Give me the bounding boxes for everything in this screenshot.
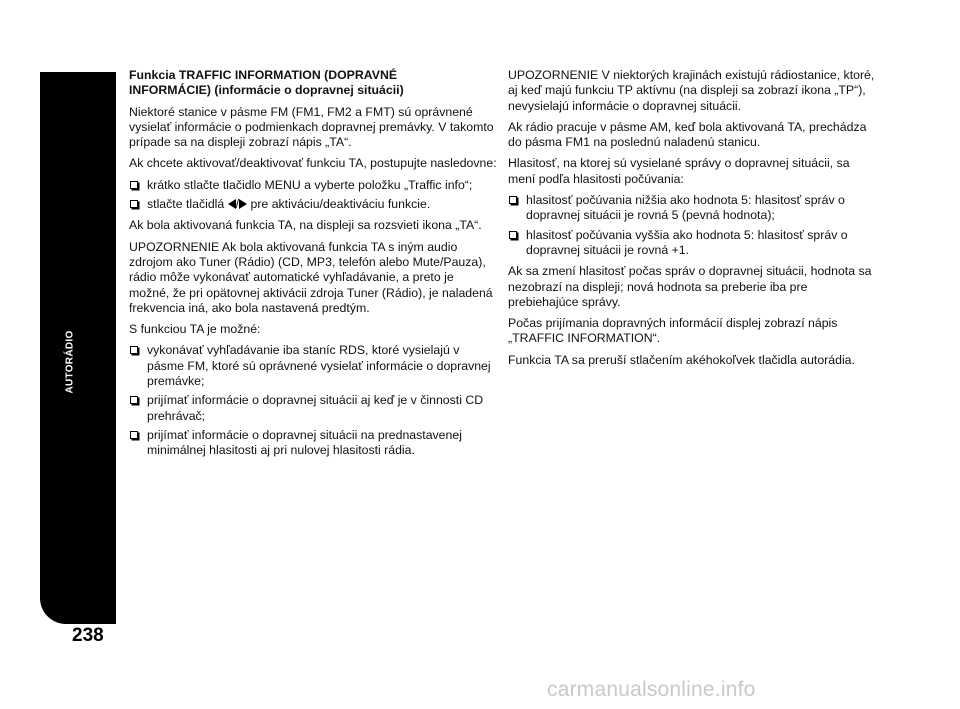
- right-column: [508, 68, 878, 374]
- volume-rules-list: [508, 193, 878, 258]
- heading-line-1: Funkcia TRAFFIC INFORMATION (DOPRAVNÉ: [129, 68, 398, 82]
- paragraph-ta-icon: Ak bola aktivovaná funkcia TA, na displeji sa rozsvieti ikona „TA“.: [129, 218, 482, 233]
- list-item: [508, 193, 878, 224]
- list-item-text-before: stlačte tlačidlá: [147, 197, 225, 212]
- list-item-text-after: pre aktiváciu/deaktiváciu funkcie.: [250, 197, 431, 212]
- checkbox-bullet-icon: [130, 431, 138, 439]
- ta-capabilities-list: [129, 343, 497, 458]
- list-item: stlačte tlačidlá / pre aktiváciu/deaktiváciu funkcie.: [129, 197, 497, 212]
- list-item-text: prijímať informácie o dopravnej situácii aj keď je v činnosti CD prehrávač;: [147, 393, 484, 423]
- list-item-text: hlasitosť počúvania nižšia ako hodnota 5: hlasitosť správ o dopravnej situácii je rovná 5 (pevná hodnota);: [526, 193, 845, 223]
- paragraph-volume: Hlasitosť, na ktorej sú vysielané správy o dopravnej situácii, sa mení podľa hlasitosti počúvania:: [508, 156, 850, 186]
- list-item: [129, 393, 497, 424]
- list-item-text: krátko stlačte tlačidlo MENU a vyberte položku „Traffic info“;: [147, 177, 473, 192]
- page-number: 238: [72, 625, 104, 646]
- arrow-right-icon: [239, 199, 247, 209]
- watermark: carmanualsonline.info: [547, 678, 756, 701]
- paragraph-fm-stations: Niektoré stanice v pásme FM (FM1, FM2 a FMT) sú oprávnené vysielať informácie o podmienkach dopravnej premávky. V takomto prípade sa na displeji zobrazí nápis „TA“.: [129, 104, 494, 150]
- paragraph-ta-possible: S funkciou TA je možné:: [129, 322, 261, 337]
- list-item-text: hlasitosť počúvania vyššia ako hodnota 5: hlasitosť správ o dopravnej situácii je rovná +1.: [526, 227, 848, 257]
- list-item-text: prijímať informácie o dopravnej situácii na prednastavenej minimálnej hlasitosti aj pri nulovej hlasitosti rádia.: [147, 427, 462, 458]
- arrow-left-icon: [228, 199, 236, 209]
- checkbox-bullet-icon: [130, 181, 138, 189]
- paragraph-warning-audio-source: UPOZORNENIE Ak bola aktivovaná funkcia TA s iným audio zdrojom ako Tuner (Rádio) (CD, MP3, telefón alebo Mute/Pauza), rádio môže vykonávať automatické vyhľadávanie, a preto je možné, že pri opätovnej aktivácii zdroja Tuner (Rádio), je naladená frekvencia iná, ako bola nastavená predtým.: [129, 239, 493, 315]
- list-item: [508, 228, 878, 259]
- section-sidebar: [40, 72, 116, 624]
- left-column: [129, 68, 497, 465]
- checkbox-bullet-icon: [130, 346, 138, 354]
- checkbox-bullet-icon: [130, 200, 138, 208]
- paragraph-ta-interrupt: Funkcia TA sa preruší stlačením akéhokoľvek tlačidla autorádia.: [508, 352, 855, 367]
- paragraph-am-band: Ak rádio pracuje v pásme AM, keď bola aktivovaná TA, prechádza do pásma FM1 na poslednú naladenú stanicu.: [508, 119, 867, 150]
- checkbox-bullet-icon: [509, 231, 517, 239]
- list-item: [129, 343, 497, 389]
- paragraph-traffic-display: Počas prijímania dopravných informácií displej zobrazí nápis „TRAFFIC INFORMATION“.: [508, 316, 838, 346]
- section-label: AUTORÁDIO: [64, 330, 76, 394]
- list-item: [129, 178, 497, 193]
- list-item-text: vykonávať vyhľadávanie iba staníc RDS, ktoré vysielajú v pásme FM, ktoré sú oprávnené vysielať informácie o dopravnej premávke;: [147, 343, 491, 389]
- checkbox-bullet-icon: [509, 196, 517, 204]
- paragraph-warning-tp-stations: UPOZORNENIE V niektorých krajinách existujú rádiostanice, ktoré, aj keď majú funkciu TP aktívnu (na displeji sa zobrazí ikona „TP“), nevysielajú informácie o dopravnej situácii.: [508, 68, 875, 113]
- section-heading: [129, 68, 497, 99]
- checkbox-bullet-icon: [130, 396, 138, 404]
- list-item: [129, 428, 497, 459]
- activation-steps-list: [129, 178, 497, 213]
- heading-line-2: INFORMÁCIE) (informácie o dopravnej situácii): [129, 83, 404, 98]
- paragraph-volume-change: Ak sa zmení hlasitosť počas správ o dopravnej situácii, hodnota sa nezobrazí na displeji; nová hodnota sa preberie iba pre prebiehajúce správy.: [508, 264, 872, 309]
- paragraph-activate-instructions: Ak chcete aktivovať/deaktivovať funkciu TA, postupujte nasledovne:: [129, 156, 497, 171]
